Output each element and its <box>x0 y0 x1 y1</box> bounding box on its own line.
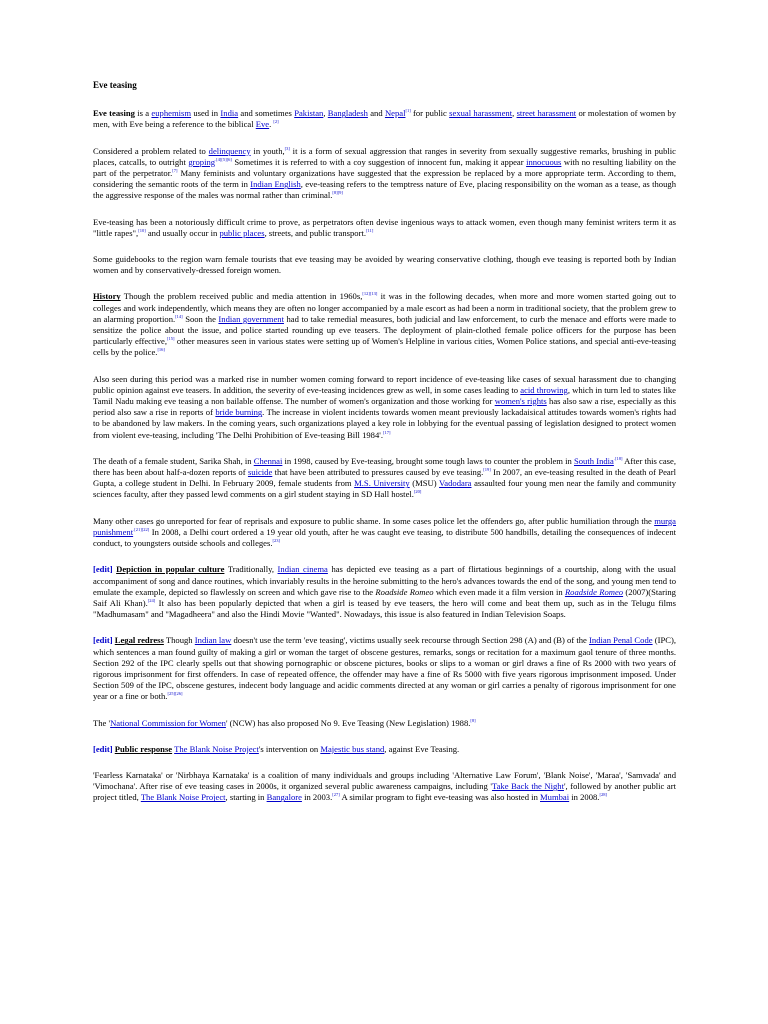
paragraph-ncw <box>93 718 676 729</box>
text: assaulted four young men near the family and community sciences faculty, after they passed lewd comments on a girl student staying in SD Hall hostel. <box>93 478 676 500</box>
citation[interactable]: [3] <box>284 145 290 151</box>
intro-paragraph <box>93 108 676 130</box>
edit-link[interactable]: [edit] <box>93 635 113 646</box>
text: . The increase in violent incidents towards women meant previously lackadaisical attitudes towards women's rights had to be abandoned by law makers. In the coming years, such organizations played a key role in lobbying for the eventual passing of legislation designed to protect women from violent eve-teasing, including 'The Delhi Prohibition of Eve-teasing Bill 1984'. <box>93 407 677 440</box>
link-blank-noise[interactable]: The Blank Noise Project <box>174 743 259 754</box>
text: In 2008, a Delhi court ordered a 19 year old youth, after he was caught eve teasing, to distribute 500 handbills, detailing the consequences of indecent conduct, to youngsters outside schools and colleges. <box>93 526 676 549</box>
text: In 2007, an eve-teasing resulted in the death of Pearl Gupta, a college student in Delhi. In February 2009, female students from <box>93 467 676 489</box>
edit-link[interactable]: [edit] <box>93 564 113 575</box>
paragraph-history <box>93 291 676 358</box>
link-blank-noise-project[interactable]: The Blank Noise Project <box>140 792 226 803</box>
citation[interactable]: [25][26] <box>167 691 183 697</box>
italic-title: Roadside Romeo <box>375 586 434 597</box>
link-womens-rights[interactable]: women's rights <box>494 396 547 407</box>
link-indian-english[interactable]: Indian English <box>250 179 301 190</box>
paragraph-popular-culture <box>93 564 676 620</box>
link-euphemism[interactable]: euphemism <box>151 108 192 119</box>
link-chennai[interactable]: Chennai <box>253 455 283 466</box>
text: has depicted eve teasing as a part of flirtatious beginnings of a courtship, along with the usual accompaniment of song and dance routines, which invariably results in the heroine submitting to the hero's advances towards the end of the song, and young men tend to emulate the example, depicted so flawlessly on screen and which gave rise to the <box>93 564 677 597</box>
text: for public <box>410 108 450 119</box>
citation[interactable]: [1] <box>405 108 411 114</box>
text: Though <box>163 635 195 646</box>
text: , eve-teasing refers to the temptress nature of Eve, placing responsibility on the woman as a tease, as though the aggressive response of the males was normal rather than criminal. <box>93 179 676 201</box>
text: in 2008. <box>569 792 600 803</box>
paragraph-karnataka <box>93 770 676 804</box>
text: Though the problem received public and media attention in 1960s, <box>120 291 363 302</box>
text: doesn't use the term 'eve teasing', victims usually seek recourse through Section 298 (A) and (B) of the <box>231 635 590 646</box>
text: Soon the <box>182 313 219 324</box>
citation[interactable]: .[21][22] <box>133 527 150 533</box>
text: The ' <box>93 717 111 728</box>
text: ', followed by another public art project titled, <box>93 781 676 803</box>
link-suicide[interactable]: suicide <box>247 467 273 478</box>
link-ncw[interactable]: National Commission for Women <box>110 717 226 728</box>
text: (2007)(Staring Saif Ali Khan). <box>93 586 676 608</box>
text: 'Fearless Karnataka' or 'Nirbhaya Karnataka' is a coalition of many individuals and groups including 'Alternative Law Forum', 'Blank Noise', 'Maraa', 'Samvada' and 'Vimochana'. After rise of eve teasing cases in 2000s, it organized several public awareness campaigns, including ' <box>93 769 676 792</box>
text: A similar program to fight eve-teasing was also hosted in <box>339 792 541 803</box>
link-indian-government[interactable]: Indian government <box>218 313 284 324</box>
text: Many feminists and voluntary organizations have suggested that the expression be replaced by a more appropriate term. According to them, considering the semantic roots of the term in <box>93 168 676 190</box>
term-bold: Eve teasing <box>93 108 135 119</box>
text: had to take remedial measures, both judicial and law enforcement, to curb the menace and efforts were made to sensitize the police about the issue, and police started rounding up eve teasers. The deployment of plain-clothed female police officers for the purpose has been particularly effective, <box>93 313 676 347</box>
citation[interactable]: [2] <box>273 119 279 125</box>
text: other measures seen in various states were setting up of Women's Helpline in various cities, Women Police stations, and special anti-eve-teasing cells by the police. <box>93 336 676 358</box>
text: Many other cases go unreported for fear of reprisals and exposure to public shame. In some cases police let the offenders go, after public humiliation through the <box>93 515 655 526</box>
text: Considered a problem related to <box>93 145 209 156</box>
text: Also seen during this period was a marked rise in number women coming forward to report incidence of eve-teasing like cases of sexual harassment due to changing public opinion against eve teasers. In addition, the severity of eve-teasing incidences grew as well, in some cases leading to <box>93 373 676 395</box>
link-murga-punishment[interactable]: murga punishment <box>93 515 676 537</box>
link-acid-throwing[interactable]: acid throwing <box>520 384 568 395</box>
text: (MSU) <box>409 478 440 489</box>
citation[interactable]: [12][13] <box>362 291 378 297</box>
paragraph-delinquency <box>93 146 676 202</box>
text: . <box>269 119 274 130</box>
link-south-india[interactable]: South India <box>573 455 614 466</box>
link-public-places[interactable]: public places <box>219 227 265 238</box>
paragraph-death <box>93 456 676 501</box>
edit-link[interactable]: [edit] <box>93 743 113 754</box>
text: in 1998, caused by Eve-teasing, brought some tough laws to counter the problem in <box>282 455 574 466</box>
citation[interactable]: [15] <box>167 336 175 342</box>
text: , <box>323 108 328 119</box>
text: is a <box>134 108 152 119</box>
text: , starting in <box>225 792 267 803</box>
section-heading-popular-culture: Depiction in popular culture <box>116 564 225 575</box>
text: , <box>512 108 517 119</box>
text: that have been attributed to pressures caused by eve teasing. <box>272 467 484 478</box>
link-nepal[interactable]: Nepal <box>384 108 406 119</box>
citation[interactable]: [23] <box>272 538 280 544</box>
citation[interactable]: [20] <box>413 489 422 495</box>
paragraph-public-response <box>93 744 676 755</box>
link-indian-penal-code[interactable]: Indian Penal Code <box>589 635 653 646</box>
link-delinquency[interactable]: delinquency <box>208 145 251 156</box>
link-take-back-the-night[interactable]: Take Back the Night <box>491 781 564 792</box>
link-sexual-harassment[interactable]: sexual harassment <box>449 108 513 119</box>
link-bride-burning[interactable]: bride burning <box>215 407 263 418</box>
text: it is a form of sexual aggression that ranges in severity from sexually suggestive remarks, brushing in public places, catcalls, to outright <box>93 145 676 167</box>
article <box>93 80 676 819</box>
citation[interactable]: [14] <box>175 313 183 319</box>
text: in youth, <box>250 145 285 156</box>
link-ms-university[interactable]: M.S. University <box>354 478 410 489</box>
citation[interactable]: [24] <box>147 598 156 604</box>
section-heading-legal: Legal redress <box>114 635 164 646</box>
text: in 2003. <box>301 792 333 803</box>
link-innocuous[interactable]: innocuous <box>526 156 562 167</box>
citation[interactable]: [17] <box>382 429 391 435</box>
link-mumbai[interactable]: Mumbai <box>540 792 570 803</box>
link-majestic[interactable]: Majestic bus stand <box>320 743 385 754</box>
text: (IPC), which sentences a man found guilty of making a girl or woman the target of obscene gestures, remarks, songs or recitation for a maximum gaol tenure of three months. Section 292 of the IPC clearly spells out that showing pornographic or obscene pictures, books or slips to a woman or girl draws a fine of Rs 2000 with two years of rigorous imprisonment for first offenders. In case of repeated offence, the offender may have a fine of Rs 5000 with five years rigorous imprisonment imposed. Under Section 509 of the IPC, obscene gestures, indecent body language and acidic comments directed at any woman or girl carries a penalty of rigorous imprisonment for one year or a fine or both. <box>93 635 676 702</box>
article-title: Eve teasing <box>93 80 137 90</box>
text: 's intervention on <box>258 743 321 754</box>
text: It also has been popularly depicted that when a girl is teased by eve teasers, the hero will come and beat them up, such as in the Telugu films "Madhumasam" and "Magadheera" and also the Hindi Movie "Wanted". Nowadays, this issue is also featured in Indian Television Soaps. <box>93 597 676 620</box>
text: Sometimes it is referred to with a coy suggestion of innocent fun, making it appear <box>231 156 527 167</box>
text: used in <box>191 108 221 119</box>
text: or molestation of women by men, with Eve being a reference to the biblical <box>93 108 677 130</box>
link-vadodara[interactable]: Vadodara <box>439 478 472 489</box>
text: , streets, and public transport. <box>264 227 366 238</box>
text: ' (NCW) has also proposed No 9. Eve Teasing (New Legislation) 1988. <box>225 717 471 728</box>
citation[interactable]: [11] <box>366 227 374 233</box>
text: it was in the following decades, when more and more women started going out to colleges and work independently, which means they are often no longer accompanied by a male escort as had been a norm in traditional society, that the problem grew to an alarming proportion. <box>93 291 676 324</box>
text: , which in turn led to states like Tamil Nadu making eve teasing a non bailable offense. The number of women's organization and those working for <box>93 384 676 407</box>
citation[interactable]: [16] <box>157 347 165 353</box>
citation[interactable]: [19] <box>483 467 491 473</box>
link-indian-cinema[interactable]: Indian cinema <box>277 564 328 575</box>
citation[interactable]: [27] <box>332 792 340 798</box>
link-bangalore[interactable]: Bangalore <box>266 792 302 803</box>
link-bangladesh[interactable]: Bangladesh <box>327 108 368 119</box>
section-heading-public-response: Public response <box>114 743 173 754</box>
citation[interactable]: .[18] <box>613 456 623 462</box>
text: has also saw a rise, especially as this period also saw a rise in reports of <box>93 396 677 418</box>
link-groping[interactable]: groping <box>188 156 216 167</box>
paragraph-rise <box>93 374 676 441</box>
citation[interactable]: [10] <box>138 227 146 233</box>
text: and usually occur in <box>145 227 220 238</box>
link-roadside-romeo[interactable]: Roadside Romeo <box>564 586 624 597</box>
link-eve[interactable]: Eve <box>255 119 270 130</box>
paragraph-crime <box>93 217 676 239</box>
link-street-harassment[interactable]: street harassment <box>516 108 577 119</box>
text: and <box>367 108 385 119</box>
citation[interactable]: [8] <box>470 717 476 723</box>
link-india[interactable]: India <box>220 108 239 119</box>
text: and sometimes <box>238 108 295 119</box>
text: with no resulting liability on the part of the perpetrator. <box>93 156 676 179</box>
link-pakistan[interactable]: Pakistan <box>294 108 324 119</box>
citation[interactable]: [28] <box>599 792 607 798</box>
text: After this case, there has been about half-a-dozen reports of <box>93 455 676 478</box>
citation[interactable]: [7] <box>172 168 178 174</box>
link-indian-law[interactable]: Indian law <box>194 635 232 646</box>
paragraph-legal <box>93 635 676 702</box>
citation[interactable]: .[4][5][6] <box>215 156 232 162</box>
text: which even made it a film version in <box>433 586 565 597</box>
text: The death of a female student, Sarika Shah, in <box>93 455 254 466</box>
paragraph-unreported <box>93 516 676 550</box>
paragraph-guidebooks <box>93 254 676 276</box>
text: Eve-teasing has been a notoriously difficult crime to prove, as perpetrators often devise ingenious ways to attack women, even though many feminist writers term it as "little rapes", <box>93 216 676 238</box>
section-heading-history: History <box>93 291 121 302</box>
text: Traditionally, <box>224 564 278 575</box>
citation[interactable]: [8][9] <box>332 190 343 196</box>
text: Some guidebooks to the region warn female tourists that eve teasing may be avoided by wearing conservative clothing, though eve teasing is reported both by Indian women and by conservatively-dressed foreign women. <box>93 254 676 276</box>
text: , against Eve Teasing. <box>384 743 460 754</box>
